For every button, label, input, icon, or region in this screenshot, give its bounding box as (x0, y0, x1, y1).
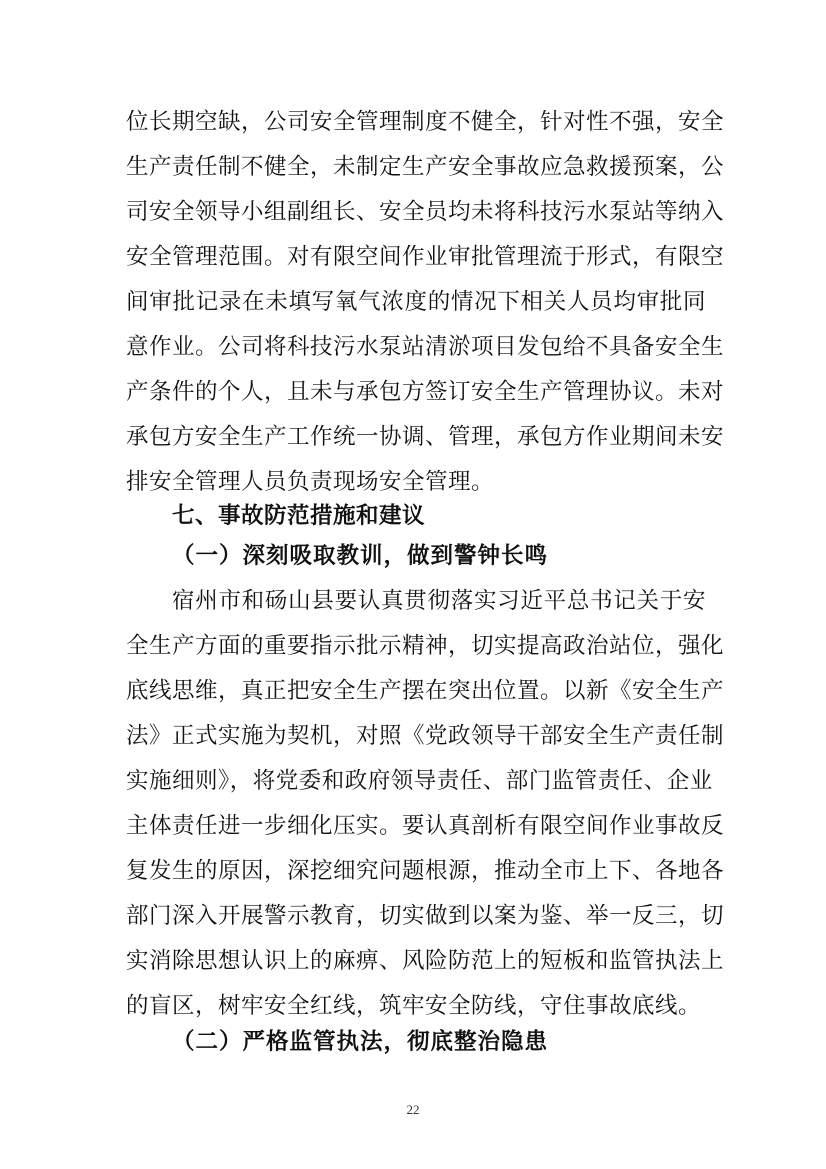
section-heading: 七、事故防范措施和建议 (172, 503, 426, 529)
paragraph-line: 法》正式实施为契机，对照《党政领导干部安全生产责任制 (126, 723, 725, 749)
subsection-title: （二）严格监管执法，彻底整治隐患 (172, 1029, 549, 1055)
paragraph-line: 部门深入开展警示教育，切实做到以案为鉴、举一反三，切 (126, 903, 725, 929)
paragraph-line: 承包方安全生产工作统一协调、管理，承包方作业期间未安 (126, 424, 725, 450)
paragraph-line: 的盲区，树牢安全红线，筑牢安全防线，守住事故底线。 (126, 993, 702, 1019)
paragraph-line: 全生产方面的重要指示批示精神，切实提高政治站位，强化 (126, 633, 725, 659)
page-number: 22 (406, 1102, 420, 1117)
paragraph-line: 实消除思想认识上的麻痹、风险防范上的短板和监管执法上 (126, 948, 725, 974)
paragraph-line: 排安全管理人员负责现场安全管理。 (126, 469, 495, 495)
paragraph-line: 间审批记录在未填写氧气浓度的情况下相关人员均审批同 (126, 289, 706, 315)
paragraph-line: 复发生的原因，深挖细究问题根源，推动全市上下、各地各 (126, 858, 725, 884)
paragraph-line: 主体责任进一步细化压实。要认真剖析有限空间作业事故反 (126, 813, 725, 839)
subsection-title: （一）深刻吸取教训，做到警钟长鸣 (172, 543, 549, 569)
paragraph-line: 生产责任制不健全，未制定生产安全事故应急救援预案，公 (126, 154, 725, 180)
paragraph-line: 位长期空缺，公司安全管理制度不健全，针对性不强，安全 (126, 109, 725, 135)
paragraph-line: 产条件的个人，且未与承包方签订安全生产管理协议。未对 (126, 379, 725, 405)
paragraph-line: 宿州市和砀山县要认真贯彻落实习近平总书记关于安 (172, 588, 706, 614)
paragraph-line: 安全管理范围。对有限空间作业审批管理流于形式，有限空 (126, 244, 725, 270)
paragraph-line: 司安全领导小组副组长、安全员均未将科技污水泵站等纳入 (126, 199, 725, 225)
paragraph-line: 实施细则》，将党委和政府领导责任、部门监管责任、企业 (126, 768, 713, 794)
paragraph-line: 底线思维，真正把安全生产摆在突出位置。以新《安全生产 (126, 678, 725, 704)
paragraph-line: 意作业。公司将科技污水泵站清淤项目发包给不具备安全生 (126, 334, 725, 360)
